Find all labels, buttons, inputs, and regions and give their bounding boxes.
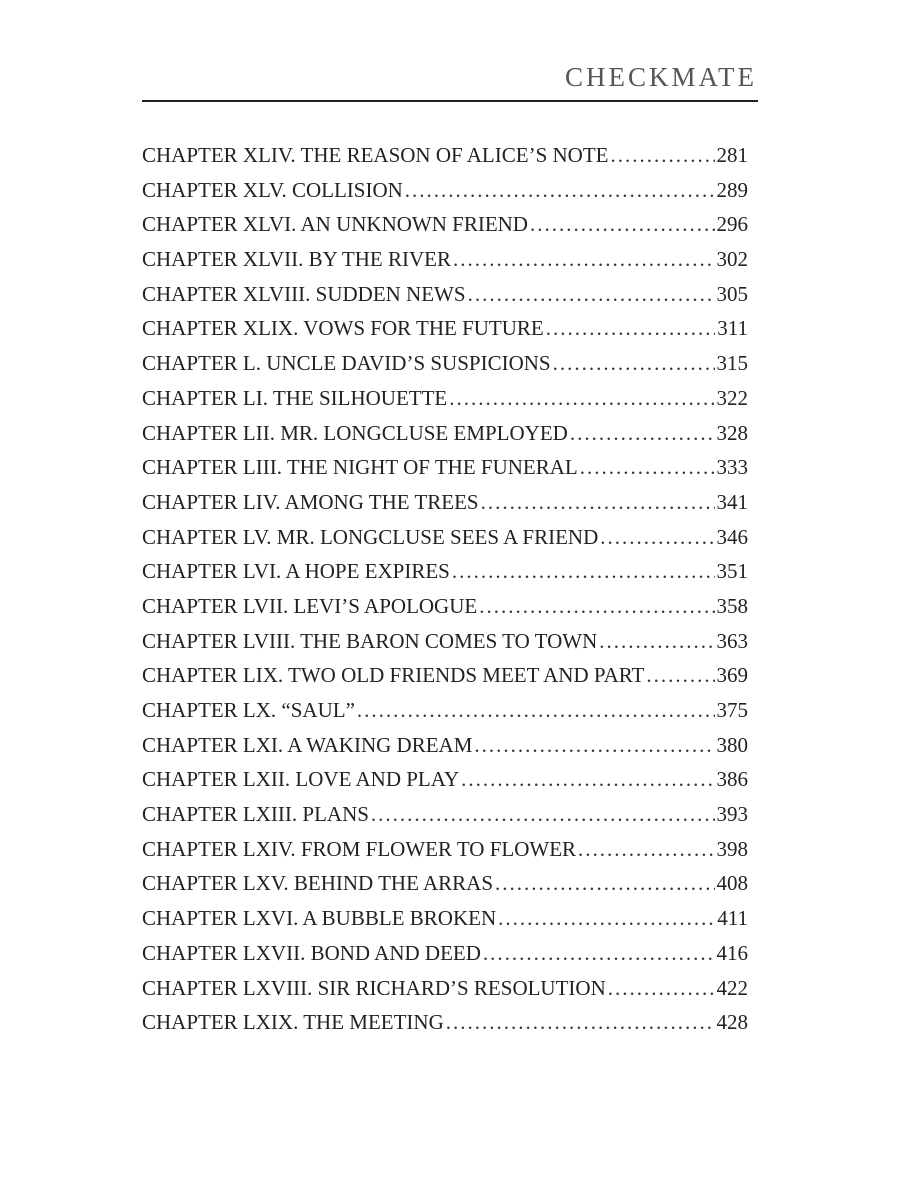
toc-entry-title: CHAPTER XLIV. THE REASON OF ALICE’S NOTE (142, 143, 609, 167)
toc-entry-title: CHAPTER LXIV. FROM FLOWER TO FLOWER (142, 836, 577, 861)
toc-entry-page: 358 (716, 593, 748, 618)
toc-leader-dots (578, 832, 714, 867)
toc-leader-dots (481, 485, 715, 520)
toc-entry[interactable] (142, 416, 748, 451)
toc-entry[interactable] (142, 624, 748, 659)
toc-entry-page: 428 (716, 1010, 748, 1035)
toc-entry-title: CHAPTER LX. “SAUL” (142, 698, 355, 722)
toc-leader-dots (608, 971, 715, 1006)
toc-entry-title: CHAPTER LXVIII. SIR RICHARD’S RESOLUTION (142, 975, 606, 1000)
toc-leader-dots (468, 277, 715, 312)
toc-entry[interactable] (142, 242, 748, 277)
toc-entry-page: 351 (716, 559, 748, 584)
toc-leader-dots (611, 138, 715, 173)
toc-entry[interactable] (142, 520, 748, 555)
toc-leader-dots (357, 693, 715, 728)
toc-entry[interactable] (142, 762, 748, 797)
toc-entry[interactable] (142, 138, 748, 173)
toc-entry-title: CHAPTER LIV. AMONG THE TREES (142, 489, 479, 514)
toc-entry-title: CHAPTER XLV. COLLISION (142, 177, 403, 202)
toc-leader-dots (371, 797, 715, 832)
toc-entry-title: CHAPTER LIII. THE NIGHT OF THE FUNERAL (142, 455, 578, 480)
toc-leader-dots (546, 311, 716, 346)
toc-leader-dots (498, 901, 715, 936)
toc-entry-title: CHAPTER LXIX. THE MEETING (142, 1010, 444, 1035)
toc-entry-page: 380 (716, 732, 748, 757)
toc-entry-title: CHAPTER LXIII. PLANS (142, 802, 369, 827)
toc-entry-page: 408 (716, 871, 748, 896)
toc-entry-title: CHAPTER L. UNCLE DAVID’S SUSPICIONS (142, 351, 551, 376)
toc-entry[interactable] (142, 936, 748, 971)
toc-entry[interactable] (142, 173, 748, 208)
toc-entry-page: 398 (716, 836, 748, 861)
toc-entry[interactable] (142, 866, 748, 901)
toc-entry[interactable] (142, 589, 748, 624)
toc-entry[interactable] (142, 971, 748, 1006)
toc-entry-page: 411 (717, 906, 748, 931)
toc-leader-dots (600, 520, 714, 555)
toc-entry-title: CHAPTER LIX. TWO OLD FRIENDS MEET AND PART (142, 663, 645, 688)
toc-entry-page: 315 (716, 351, 748, 376)
toc-entry[interactable] (142, 797, 748, 832)
toc-entry-title: CHAPTER LXII. LOVE AND PLAY (142, 767, 460, 792)
toc-entry-page: 363 (716, 628, 748, 653)
toc-entry[interactable] (142, 693, 748, 728)
toc-entry-title: CHAPTER XLVII. BY THE RIVER (142, 247, 451, 272)
toc-leader-dots (580, 450, 715, 485)
toc-entry-page: 333 (716, 455, 748, 480)
toc-entry-title: CHAPTER LI. THE SILHOUETTE (142, 385, 448, 410)
toc-entry-page: 341 (716, 489, 748, 514)
toc-leader-dots (449, 381, 714, 416)
toc-entry-page: 281 (716, 143, 748, 167)
toc-leader-dots (646, 658, 714, 693)
toc-entry-title: CHAPTER XLVI. AN UNKNOWN FRIEND (142, 212, 528, 237)
table-of-contents (142, 138, 748, 1040)
toc-leader-dots (474, 728, 714, 763)
toc-entry-title: CHAPTER XLVIII. SUDDEN NEWS (142, 281, 466, 306)
toc-entry-page: 311 (717, 316, 748, 341)
toc-leader-dots (553, 346, 715, 381)
toc-entry-page: 369 (716, 663, 748, 688)
toc-entry-title: CHAPTER LXV. BEHIND THE ARRAS (142, 871, 494, 896)
toc-entry-page: 305 (716, 281, 748, 306)
header-divider (142, 100, 758, 102)
toc-entry[interactable] (142, 901, 748, 936)
toc-entry[interactable] (142, 728, 748, 763)
toc-leader-dots (446, 1005, 715, 1040)
toc-entry[interactable] (142, 485, 748, 520)
toc-leader-dots (461, 762, 714, 797)
toc-entry-title: CHAPTER LXVI. A BUBBLE BROKEN (142, 906, 497, 931)
toc-entry-page: 416 (716, 940, 748, 965)
toc-entry-title: CHAPTER LXI. A WAKING DREAM (142, 732, 473, 757)
toc-leader-dots (599, 624, 714, 659)
toc-entry[interactable] (142, 346, 748, 381)
toc-entry[interactable] (142, 832, 748, 867)
toc-entry-page: 346 (716, 524, 748, 549)
toc-entry-title: CHAPTER LVIII. THE BARON COMES TO TOWN (142, 628, 598, 653)
toc-entry-page: 289 (716, 177, 748, 202)
toc-entry-title: CHAPTER LV. MR. LONGCLUSE SEES A FRIEND (142, 524, 599, 549)
toc-entry-page: 302 (716, 247, 748, 272)
toc-entry-title: CHAPTER XLIX. VOWS FOR THE FUTURE (142, 316, 544, 341)
toc-entry-page: 375 (716, 698, 748, 722)
toc-entry[interactable] (142, 381, 748, 416)
toc-leader-dots (530, 207, 715, 242)
toc-leader-dots (452, 554, 715, 589)
toc-entry-page: 328 (716, 420, 748, 445)
toc-leader-dots (495, 866, 714, 901)
toc-entry[interactable] (142, 207, 748, 242)
toc-entry[interactable] (142, 311, 748, 346)
toc-entry-title: CHAPTER LII. MR. LONGCLUSE EMPLOYED (142, 420, 568, 445)
toc-entry-page: 393 (716, 802, 748, 827)
toc-entry[interactable] (142, 450, 748, 485)
toc-entry[interactable] (142, 277, 748, 312)
toc-leader-dots (405, 173, 715, 208)
toc-entry-title: CHAPTER LVI. A HOPE EXPIRES (142, 559, 450, 584)
toc-entry-page: 322 (716, 385, 748, 410)
toc-entry-page: 386 (716, 767, 748, 792)
toc-entry[interactable] (142, 554, 748, 589)
toc-leader-dots (479, 589, 714, 624)
toc-leader-dots (570, 416, 715, 451)
running-header-title: CHECKMATE (564, 62, 757, 92)
toc-entry[interactable] (142, 1005, 748, 1040)
toc-entry-title: CHAPTER LVII. LEVI’S APOLOGUE (142, 593, 478, 618)
toc-entry-page: 296 (716, 212, 748, 237)
toc-leader-dots (453, 242, 715, 277)
toc-entry[interactable] (142, 658, 748, 693)
toc-leader-dots (483, 936, 715, 971)
toc-entry-title: CHAPTER LXVII. BOND AND DEED (142, 940, 481, 965)
toc-entry-page: 422 (716, 975, 748, 1000)
